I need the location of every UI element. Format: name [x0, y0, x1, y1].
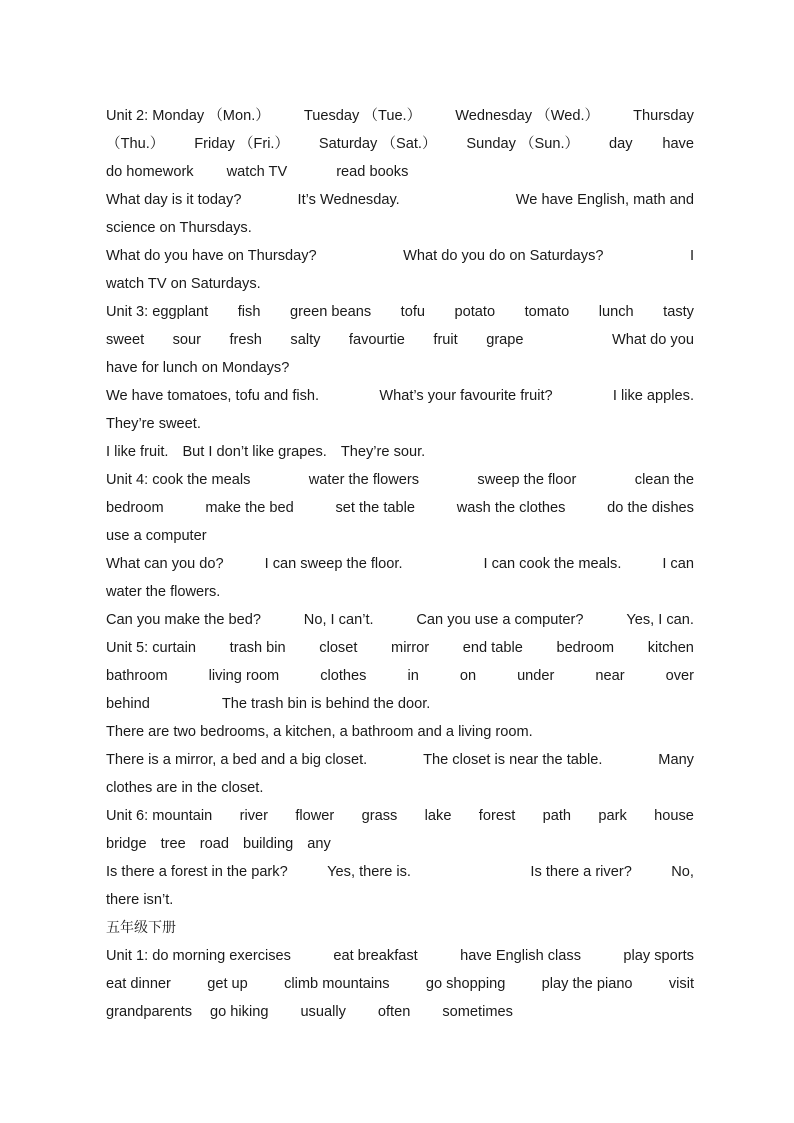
text-segment: Friday （Fri.）	[194, 136, 290, 152]
text-segment: I can cook the meals.	[483, 556, 622, 572]
text-line	[106, 270, 694, 298]
text-segment: fruit	[433, 332, 458, 348]
text-segment: What do you have on Thursday?	[106, 248, 317, 264]
text-segment: There are two bedrooms, a kitchen, a bathroom and a living room.	[106, 724, 533, 740]
text-line	[106, 774, 694, 802]
text-segment: path	[542, 808, 572, 824]
text-segment: clean the	[634, 472, 694, 488]
text-line	[106, 830, 694, 858]
text-segment: flower	[295, 808, 335, 824]
text-segment: eat dinner	[106, 976, 171, 992]
text-segment: lake	[424, 808, 452, 824]
text-segment: Unit 6: mountain	[106, 808, 213, 824]
text-line	[106, 522, 694, 550]
text-segment: Yes, I can.	[626, 612, 694, 628]
text-segment: play sports	[623, 948, 694, 964]
text-line	[106, 746, 694, 774]
text-segment: end table	[462, 640, 523, 656]
text-segment: bedroom	[106, 500, 164, 516]
text-segment: closet	[319, 640, 358, 656]
text-segment: behind	[106, 696, 150, 712]
text-line	[106, 242, 694, 270]
text-line	[106, 578, 694, 606]
text-segment: （Thu.）	[106, 136, 165, 152]
text-line	[106, 214, 694, 242]
text-segment: grass	[361, 808, 398, 824]
text-segment: grandparents	[106, 1004, 193, 1020]
text-segment: usually	[300, 1004, 346, 1020]
text-segment: Unit 1: do morning exercises	[106, 948, 291, 964]
text-segment: have	[662, 136, 694, 152]
text-segment: building	[242, 836, 294, 852]
text-line	[106, 718, 694, 746]
text-segment: bathroom	[106, 668, 168, 684]
text-segment: They’re sour.	[340, 444, 426, 460]
text-segment: often	[377, 1004, 411, 1020]
text-segment: What do you	[612, 332, 694, 348]
text-line	[106, 410, 694, 438]
text-line	[106, 326, 694, 354]
text-segment: tree	[160, 836, 186, 852]
text-line	[106, 130, 694, 158]
text-segment: on	[459, 668, 477, 684]
text-line	[106, 802, 694, 830]
text-segment: do the dishes	[607, 500, 694, 516]
text-segment: house	[654, 808, 694, 824]
text-segment: I like fruit.	[106, 444, 169, 460]
text-segment: Is there a river?	[530, 864, 632, 880]
text-segment: over	[665, 668, 694, 684]
text-segment: mirror	[391, 640, 430, 656]
text-segment: fish	[237, 304, 261, 320]
text-segment: They’re sweet.	[106, 416, 201, 432]
text-segment: The closet is near the table.	[423, 752, 603, 768]
text-line	[106, 998, 694, 1026]
text-segment: living room	[208, 668, 280, 684]
text-segment: Thursday	[633, 108, 694, 124]
text-segment: day	[608, 136, 633, 152]
text-segment: What can you do?	[106, 556, 224, 572]
text-segment: in	[407, 668, 419, 684]
text-segment: Unit 2: Monday （Mon.）	[106, 108, 270, 124]
text-segment: Unit 5: curtain	[106, 640, 197, 656]
text-segment: I can	[662, 556, 694, 572]
text-segment: road	[199, 836, 229, 852]
text-line	[106, 102, 694, 130]
text-segment: park	[598, 808, 627, 824]
text-segment: Many	[658, 752, 694, 768]
text-line	[106, 494, 694, 522]
text-segment: I	[689, 248, 694, 264]
text-segment: get up	[207, 976, 248, 992]
text-segment: water the flowers	[308, 472, 420, 488]
text-segment: Wednesday （Wed.）	[455, 108, 600, 124]
text-segment: any	[307, 836, 331, 852]
text-segment: have for lunch on Mondays?	[106, 360, 290, 376]
text-segment: salty	[290, 332, 321, 348]
text-segment: clothes are in the closet.	[106, 780, 264, 796]
text-segment: fresh	[229, 332, 262, 348]
text-segment: have English class	[460, 948, 581, 964]
text-segment: We have English, math and	[515, 192, 694, 208]
text-segment: tofu	[400, 304, 425, 320]
text-segment: eat breakfast	[333, 948, 418, 964]
text-segment: favourtie	[348, 332, 405, 348]
text-line	[106, 466, 694, 494]
text-segment: sweep the floor	[477, 472, 577, 488]
text-segment: sweet	[106, 332, 145, 348]
text-line	[106, 970, 694, 998]
text-segment: climb mountains	[284, 976, 390, 992]
text-segment: lunch	[598, 304, 634, 320]
document-page	[106, 102, 694, 1026]
text-segment: trash bin	[229, 640, 286, 656]
text-segment: make the bed	[205, 500, 294, 516]
text-segment: The trash bin is behind the door.	[221, 696, 431, 712]
text-segment: go hiking	[210, 1004, 269, 1020]
text-segment: Yes, there is.	[327, 864, 411, 880]
text-segment: near	[595, 668, 625, 684]
text-line	[106, 942, 694, 970]
text-segment: Saturday （Sat.）	[318, 136, 437, 152]
text-segment: No, I can’t.	[303, 612, 374, 628]
text-segment: What day is it today?	[106, 192, 242, 208]
text-segment: water the flowers.	[106, 584, 221, 600]
text-segment: bridge	[106, 836, 147, 852]
text-segment: Is there a forest in the park?	[106, 864, 288, 880]
text-segment: tasty	[663, 304, 694, 320]
text-segment: sour	[172, 332, 201, 348]
text-segment: read books	[336, 164, 409, 180]
text-segment: There is a mirror, a bed and a big closet.	[106, 752, 368, 768]
text-segment: river	[239, 808, 269, 824]
text-line	[106, 606, 694, 634]
text-segment: bedroom	[556, 640, 615, 656]
text-segment: do homework	[106, 164, 194, 180]
text-segment: Can you make the bed?	[106, 612, 261, 628]
section-heading-text: 五年级下册	[106, 920, 176, 936]
text-segment: tomato	[524, 304, 570, 320]
text-segment: use a computer	[106, 528, 207, 544]
text-line	[106, 382, 694, 410]
text-segment: kitchen	[647, 640, 694, 656]
text-segment: set the table	[335, 500, 415, 516]
text-segment: watch TV	[226, 164, 288, 180]
text-line	[106, 634, 694, 662]
text-line	[106, 438, 694, 466]
text-segment: under	[517, 668, 555, 684]
text-segment: What’s your favourite fruit?	[379, 388, 553, 404]
text-segment: sometimes	[442, 1004, 513, 1020]
text-segment: Tuesday （Tue.）	[303, 108, 422, 124]
text-line	[106, 886, 694, 914]
text-segment: Unit 4: cook the meals	[106, 472, 251, 488]
text-segment: forest	[478, 808, 516, 824]
text-segment: I can sweep the floor.	[264, 556, 403, 572]
text-segment: grape	[486, 332, 524, 348]
text-line	[106, 298, 694, 326]
text-segment: play the piano	[541, 976, 633, 992]
text-segment: there isn’t.	[106, 892, 174, 908]
text-segment: science on Thursdays.	[106, 220, 252, 236]
text-segment: Can you use a computer?	[416, 612, 584, 628]
text-line	[106, 354, 694, 382]
text-line	[106, 186, 694, 214]
text-segment: No,	[671, 864, 694, 880]
text-segment: But I don’t like grapes.	[182, 444, 327, 460]
text-segment: What do you do on Saturdays?	[403, 248, 604, 264]
text-line	[106, 662, 694, 690]
text-segment: We have tomatoes, tofu and fish.	[106, 388, 320, 404]
text-segment: Unit 3: eggplant	[106, 304, 209, 320]
text-line	[106, 550, 694, 578]
text-segment: watch TV on Saturdays.	[106, 276, 261, 292]
text-segment: It’s Wednesday.	[297, 192, 400, 208]
text-segment: go shopping	[425, 976, 506, 992]
text-line	[106, 690, 694, 718]
text-line	[106, 858, 694, 886]
text-line	[106, 158, 694, 186]
text-segment: visit	[668, 976, 694, 992]
text-segment: I like apples.	[612, 388, 694, 404]
text-segment: green beans	[289, 304, 372, 320]
text-segment: clothes	[320, 668, 367, 684]
text-segment: Sunday （Sun.）	[466, 136, 580, 152]
section-heading	[106, 914, 694, 942]
text-segment: wash the clothes	[456, 500, 566, 516]
text-segment: potato	[454, 304, 496, 320]
